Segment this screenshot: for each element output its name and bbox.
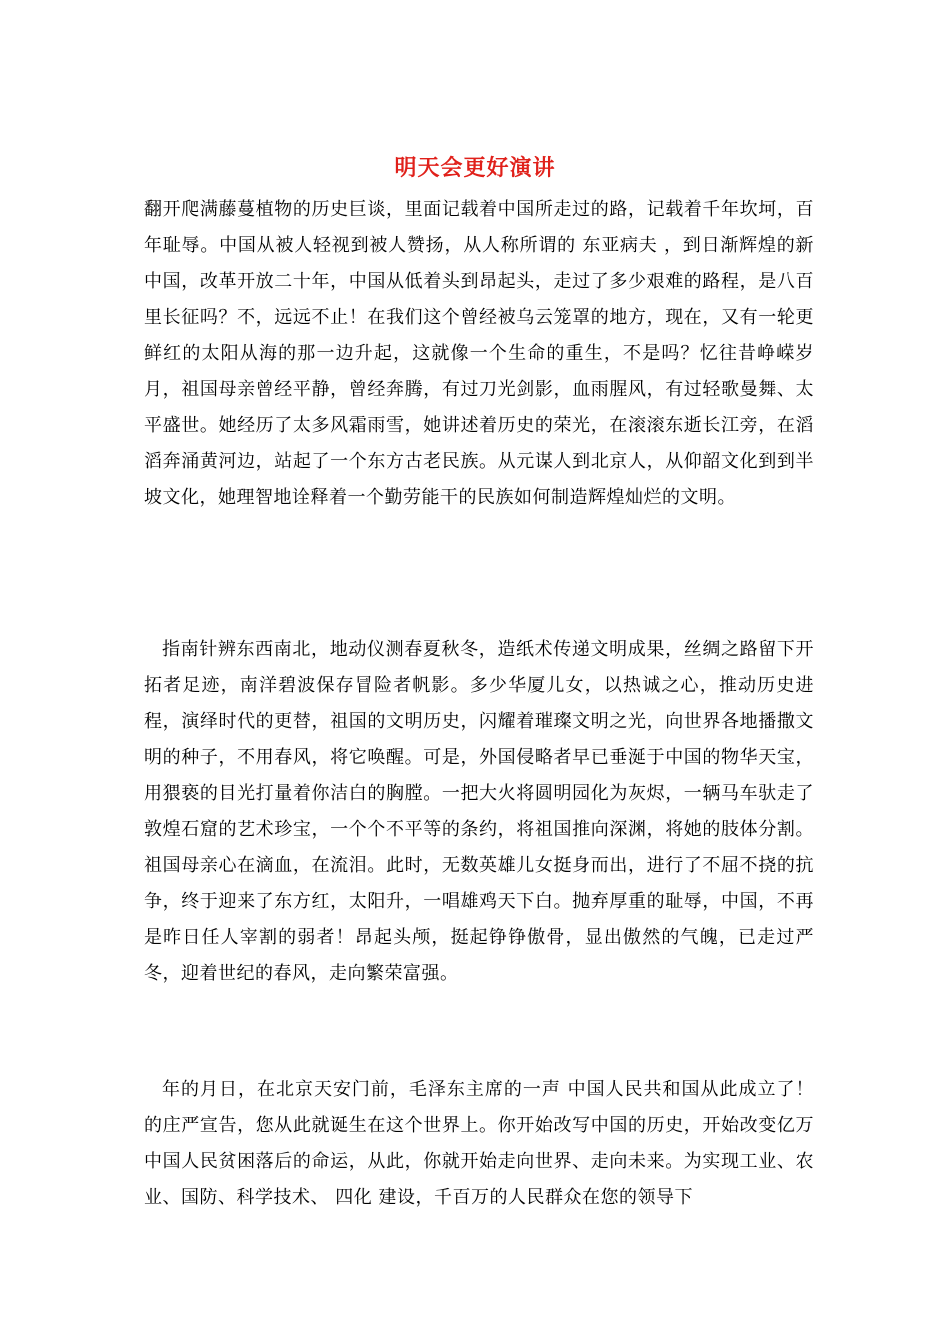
- paragraph-2: 指南针辨东西南北，地动仪测春夏秋冬，造纸术传递文明成果，丝绸之路留下开拓者足迹，南洋碧波保存冒险者帆影。多少华厦儿女，以热诚之心，推动历史进程，演绎时代的更替，祖国的文明历史，闪耀着璀璨文明之光，向世界各地播撒文明的种子，不用春风，将它唤醒。可是，外国侵略者早已垂涎于中国的物华天宝，用猥亵的目光打量着你洁白的胸膛。一把大火将圆明园化为灰烬，一辆马车驮走了敦煌石窟的艺术珍宝，一个个不平等的条约，将祖国推向深渊，将她的肢体分割。祖国母亲心在滴血，在流泪。此时，无数英雄儿女挺身而出，进行了不屈不挠的抗争，终于迎来了东方红，太阳升，一唱雄鸡天下白。抛弃厚重的耻辱，中国，不再是昨日任人宰割的弱者！昂起头颅，挺起铮铮傲骨，显出傲然的气魄，已走过严冬，迎着世纪的春风，走向繁荣富强。: [144, 639, 814, 984]
- paragraph-3: 年的月日，在北京天安门前，毛泽东主席的一声 中国人民共和国从此成立了！ 的庄严宣告，您从此就诞生在这个世界上。你开始改写中国的历史，开始改变亿万中国人民贫困落后的命运，从此，你就开始走向世界、走向未来。为实现工业、农业、国防、科学技术、 四化 建设，千百万的人民群众在您的领导下: [144, 1079, 814, 1208]
- document-title: 明天会更好演讲: [394, 155, 556, 181]
- paragraph-1: 翻开爬满藤蔓植物的历史巨谈，里面记载着中国所走过的路，记载着千年坎坷，百年耻辱。中国从被人轻视到被人赞扬，从人称所谓的 东亚病夫 ，到日渐辉煌的新中国，改革开放二十年，中国从低着头到昂起头，走过了多少艰难的路程，是八百里长征吗？不，远远不止！在我们这个曾经被乌云笼罩的地方，现在，又有一轮更鲜红的太阳从海的那一边升起，这就像一个生命的重生，不是吗？忆往昔峥嵘岁月，祖国母亲曾经平静，曾经奔腾，有过刀光剑影，血雨腥风，有过轻歌曼舞、太平盛世。她经历了太多风霜雨雪，她讲述着历史的荣光，在滚滚东逝长江旁，在滔滔奔涌黄河边，站起了一个东方古老民族。从元谋人到北京人，从仰韶文化到到半坡文化，她理智地诠释着一个勤劳能干的民族如何制造辉煌灿烂的文明。: [144, 199, 814, 508]
